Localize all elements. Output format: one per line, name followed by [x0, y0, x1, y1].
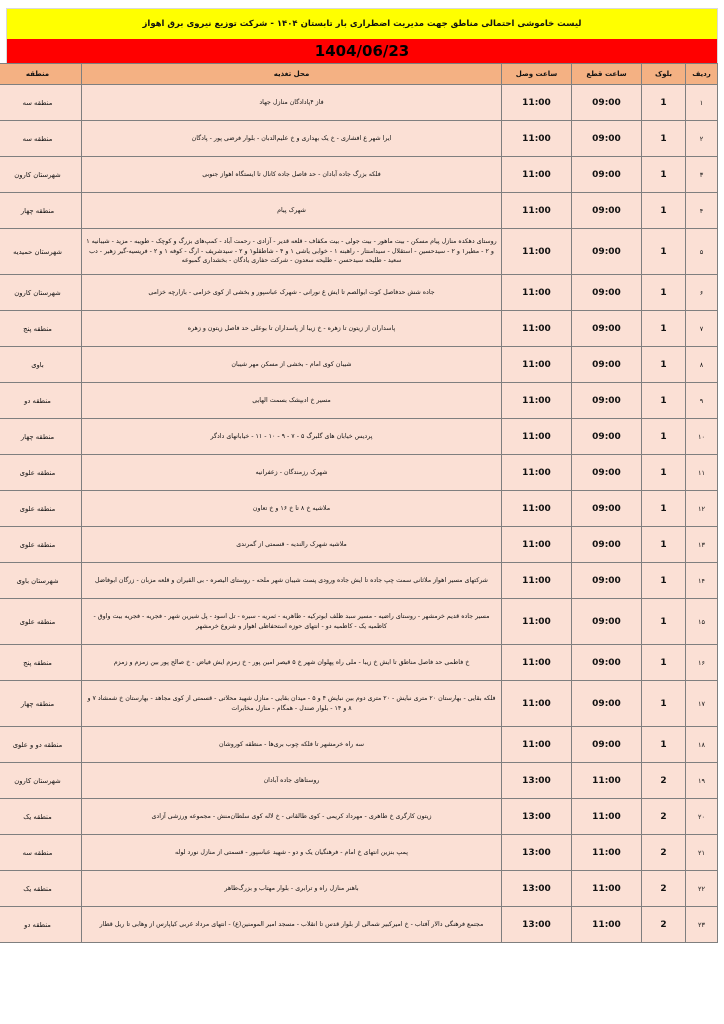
cell-block: 1 [642, 383, 686, 419]
cell-block: 1 [642, 563, 686, 599]
cell-restore-time: 13:00 [502, 835, 572, 871]
cell-restore-time: 13:00 [502, 871, 572, 907]
cell-row-number: ۲۰ [686, 799, 718, 835]
schedule-date: 1404/06/23 [314, 42, 410, 60]
cell-location: فلکه بقایی - بهارستان ۲۰ متری نبایش - ۲۰ متری دوم بین نبایش ۴ و ۵ - میدان بقایی - منازل شهید محلاتی - قسمتی از کوی مجاهد - بهارستان خ شمشاد ۷ و ۸ و ۱۴ - بلوار صندل - همگام - منازل مخابرات [82, 681, 502, 727]
cell-restore-time: 11:00 [502, 727, 572, 763]
table-row [0, 455, 718, 491]
cell-location: شهرک پیام [82, 193, 502, 229]
cell-row-number: ۱۹ [686, 763, 718, 799]
cell-region: منطقه علوی [0, 599, 82, 645]
cell-location: فلکه بزرگ جاده آبادان - حد فاصل جاده کانال تا ایستگاه اهواز جنوبی [82, 157, 502, 193]
cell-block: 1 [642, 347, 686, 383]
cell-block: 1 [642, 85, 686, 121]
cell-row-number: ۶ [686, 275, 718, 311]
cell-location: شیبان کوی امام - بخشی از مسکن مهر شیبان [82, 347, 502, 383]
cell-block: 2 [642, 871, 686, 907]
cell-restore-time: 11:00 [502, 419, 572, 455]
cell-region: شهرستان کارون [0, 275, 82, 311]
cell-location: مجتمع فرهنگی دالار آفتاب - خ امیرکبیر شمالی از بلوار قدس تا انقلاب - مسجد امیر المومنین(ع) - انتهای مرداد غربی کیاپارس از وهابی تا ریل قطار [82, 907, 502, 943]
cell-outage-time: 09:00 [572, 727, 642, 763]
cell-block: 1 [642, 157, 686, 193]
cell-outage-time: 09:00 [572, 275, 642, 311]
cell-restore-time: 13:00 [502, 763, 572, 799]
cell-restore-time: 11:00 [502, 229, 572, 275]
table-body [0, 85, 718, 943]
table-row [0, 527, 718, 563]
cell-block: 1 [642, 311, 686, 347]
cell-row-number: ۸ [686, 347, 718, 383]
cell-region: منطقه چهار [0, 419, 82, 455]
cell-region: منطقه پنج [0, 311, 82, 347]
cell-row-number: ۱۵ [686, 599, 718, 645]
column-header-region: منطقه [0, 64, 82, 85]
cell-outage-time: 09:00 [572, 193, 642, 229]
table-row [0, 871, 718, 907]
cell-row-number: ۲ [686, 121, 718, 157]
cell-region: باوی [0, 347, 82, 383]
cell-location: روستاهای جاده آبادان [82, 763, 502, 799]
table-row [0, 599, 718, 645]
cell-location: پاسداران از زیتون تا زهره - خ زیبا از پاسداران تا بوعلی حد فاصل زیتون و زهره [82, 311, 502, 347]
cell-row-number: ۱۷ [686, 681, 718, 727]
column-header-block: بلوک [642, 64, 686, 85]
cell-row-number: ۱۳ [686, 527, 718, 563]
cell-region: منطقه چهار [0, 681, 82, 727]
cell-outage-time: 09:00 [572, 455, 642, 491]
cell-block: 1 [642, 419, 686, 455]
cell-region: منطقه سه [0, 121, 82, 157]
cell-row-number: ۷ [686, 311, 718, 347]
cell-row-number: ۲۱ [686, 835, 718, 871]
title-banner [6, 8, 718, 39]
cell-location: مسیر خ ادبپشک بسمت الهایی [82, 383, 502, 419]
cell-region: شهرستان باوی [0, 563, 82, 599]
cell-row-number: ۵ [686, 229, 718, 275]
table-row [0, 347, 718, 383]
cell-location: ملاشیه شهرک رالندیه - قسمتی از گمرندی [82, 527, 502, 563]
cell-restore-time: 11:00 [502, 491, 572, 527]
table-row [0, 311, 718, 347]
table-row [0, 229, 718, 275]
cell-block: 1 [642, 121, 686, 157]
cell-outage-time: 09:00 [572, 157, 642, 193]
table-row [0, 799, 718, 835]
cell-outage-time: 09:00 [572, 491, 642, 527]
table-row [0, 763, 718, 799]
cell-location: پمپ بنزین انتهای خ امام - فرهنگیان یک و دو - شهید عباسپور - قسمتی از منازل نورد لوله [82, 835, 502, 871]
cell-region: منطقه دو [0, 907, 82, 943]
cell-restore-time: 11:00 [502, 275, 572, 311]
table-row [0, 727, 718, 763]
cell-region: منطقه دو و علوی [0, 727, 82, 763]
cell-region: منطقه علوی [0, 491, 82, 527]
cell-region: شهرستان حمیدیه [0, 229, 82, 275]
cell-region: منطقه یک [0, 799, 82, 835]
column-header-row: ردیف [686, 64, 718, 85]
cell-region: منطقه علوی [0, 527, 82, 563]
cell-outage-time: 09:00 [572, 645, 642, 681]
cell-restore-time: 11:00 [502, 599, 572, 645]
cell-outage-time: 11:00 [572, 871, 642, 907]
cell-restore-time: 11:00 [502, 645, 572, 681]
date-banner [6, 39, 718, 63]
cell-restore-time: 11:00 [502, 311, 572, 347]
cell-block: 1 [642, 681, 686, 727]
cell-region: منطقه علوی [0, 455, 82, 491]
cell-block: 2 [642, 835, 686, 871]
cell-restore-time: 13:00 [502, 799, 572, 835]
column-header-location: محل تغذیه [82, 64, 502, 85]
cell-region: شهرستان کارون [0, 157, 82, 193]
cell-outage-time: 09:00 [572, 599, 642, 645]
column-header-off: ساعت قطع [572, 64, 642, 85]
cell-restore-time: 11:00 [502, 121, 572, 157]
table-row [0, 835, 718, 871]
cell-row-number: ۱۰ [686, 419, 718, 455]
cell-restore-time: 11:00 [502, 681, 572, 727]
cell-row-number: ۲۳ [686, 907, 718, 943]
cell-block: 1 [642, 727, 686, 763]
cell-outage-time: 11:00 [572, 835, 642, 871]
cell-location: روستای دهکده منازل پیام مسکن - بیت ماهور - بیت جولی - بیت مکفاف - قلعه قدیر - آزادی - رحمت آباد - کمپ‌های بزرگ و کوچک - طویبه - مزید - شیبانیه ۱ و ۲ - مطیر۱ و ۲ - سیدحسین - استقلال - سیدامنتار - راهبنه ۱ - خوابی یاشی ۱ و ۴ - شاطقلو۱ و ۲ - سیدشریف - ارگ - کوفه ۱ و ۲ - فریسیه-گیر زهیر - دب سعید - طلیحه سیدحسن - طلیحه سعدون - شرکت حفاری یادگان - بخشداری گمبوعه [82, 229, 502, 275]
cell-region: منطقه سه [0, 835, 82, 871]
cell-row-number: ۱۴ [686, 563, 718, 599]
cell-location: جاده شش حدفاصل کوت ابوالصم تا ایش غ نورانی - شهرک عباسپور و بخشی از کوی خزامی - بازارچه خزامی [82, 275, 502, 311]
cell-region: منطقه چهار [0, 193, 82, 229]
cell-outage-time: 09:00 [572, 419, 642, 455]
page-title: لیست خاموشی احتمالی مناطق جهت مدیریت اضطراری بار تابستان ۱۴۰۴ - شرکت توزیع نیروی برق اهواز [142, 19, 582, 29]
cell-restore-time: 13:00 [502, 907, 572, 943]
cell-region: منطقه یک [0, 871, 82, 907]
cell-block: 2 [642, 799, 686, 835]
cell-location: باهنر منازل راه و ترابری - بلوار مهتاب و بزرگ‌طاهر [82, 871, 502, 907]
cell-row-number: ۳ [686, 157, 718, 193]
cell-region: شهرستان کارون [0, 763, 82, 799]
table-row [0, 193, 718, 229]
cell-row-number: ۱۲ [686, 491, 718, 527]
cell-row-number: ۱۱ [686, 455, 718, 491]
cell-location: پردیس خیابان های گلبرگ ۵ - ۷ - ۹ - ۱۰ - ۱۱ - خیابانهای دادگر [82, 419, 502, 455]
cell-row-number: ۲۲ [686, 871, 718, 907]
cell-row-number: ۴ [686, 193, 718, 229]
table-row [0, 563, 718, 599]
table-row [0, 681, 718, 727]
cell-row-number: ۱۸ [686, 727, 718, 763]
table-row [0, 907, 718, 943]
cell-location: سه راه خرمشهر تا فلکه چوب بری‌ها - منطقه کوروشان [82, 727, 502, 763]
cell-restore-time: 11:00 [502, 383, 572, 419]
cell-location: ملاشیه خ ۸ تا خ ۱۶ و خ تعاون [82, 491, 502, 527]
cell-outage-time: 11:00 [572, 799, 642, 835]
cell-region: منطقه پنج [0, 645, 82, 681]
table-row [0, 645, 718, 681]
cell-location: خ فاطمی حد فاصل مناطق تا ایش خ زیبا - ملی راه پهلوان شهر خ ۵ قیصر امین پور - خ زمزم ایش فیاض - خ صالح پور بین زمزم و زمزم [82, 645, 502, 681]
table-row [0, 419, 718, 455]
cell-restore-time: 11:00 [502, 157, 572, 193]
cell-outage-time: 09:00 [572, 563, 642, 599]
cell-location: فاز ۴پادادگان منازل جهاد [82, 85, 502, 121]
cell-location: مسیر جاده قدیم خرمشهر - روستای راضیه - مسیر سبد ظلف ابوترکیه - طاهریه - ثمریه - سیره - تل اسود - پل شیرین شهر - فجریه - فجریه بیت واوق - کاظمیه یک - کاظمیه دو - انتهای حوزه استحفاظی اهواز و شروع خرمشهر [82, 599, 502, 645]
cell-block: 1 [642, 229, 686, 275]
cell-block: 2 [642, 763, 686, 799]
cell-restore-time: 11:00 [502, 193, 572, 229]
cell-location: شرکتهای مسیر اهواز ملاثانی سمت چپ جاده تا ایش جاده ورودی پست شیبان شهر ملحه - روستای الیصره - بی القیران و قلعه مزبان - زرگان ابوفاضل [82, 563, 502, 599]
cell-outage-time: 09:00 [572, 121, 642, 157]
cell-location: شهرک رزمندگان - زعفرانیه [82, 455, 502, 491]
cell-outage-time: 09:00 [572, 311, 642, 347]
cell-region: منطقه دو [0, 383, 82, 419]
column-header-on: ساعت وصل [502, 64, 572, 85]
cell-outage-time: 11:00 [572, 763, 642, 799]
cell-location: زیتون کارگری خ طاهری - مهرداد کریمی - کوی طالقانی - خ لاله کوی سلطان‌منش - مجموعه ورزشی آزادی [82, 799, 502, 835]
table-row [0, 383, 718, 419]
cell-outage-time: 09:00 [572, 383, 642, 419]
cell-block: 1 [642, 455, 686, 491]
cell-location: ایرا شهر ع افشاری - خ یک بهداری و خ علیم‌الدبان - بلوار فرضی پور - پادگان [82, 121, 502, 157]
cell-outage-time: 09:00 [572, 681, 642, 727]
table-row [0, 491, 718, 527]
cell-block: 1 [642, 599, 686, 645]
cell-restore-time: 11:00 [502, 563, 572, 599]
cell-region: منطقه سه [0, 85, 82, 121]
table-row [0, 275, 718, 311]
outage-table [0, 63, 718, 943]
cell-row-number: ۹ [686, 383, 718, 419]
cell-block: 1 [642, 645, 686, 681]
table-row [0, 121, 718, 157]
table-row [0, 85, 718, 121]
cell-row-number: ۱۶ [686, 645, 718, 681]
cell-block: 1 [642, 527, 686, 563]
cell-outage-time: 09:00 [572, 347, 642, 383]
cell-block: 1 [642, 491, 686, 527]
cell-outage-time: 09:00 [572, 85, 642, 121]
cell-outage-time: 11:00 [572, 907, 642, 943]
cell-outage-time: 09:00 [572, 527, 642, 563]
cell-block: 2 [642, 907, 686, 943]
cell-outage-time: 09:00 [572, 229, 642, 275]
cell-restore-time: 11:00 [502, 527, 572, 563]
header-row [0, 64, 718, 85]
cell-restore-time: 11:00 [502, 455, 572, 491]
table-header [0, 64, 718, 85]
cell-restore-time: 11:00 [502, 85, 572, 121]
cell-block: 1 [642, 193, 686, 229]
cell-block: 1 [642, 275, 686, 311]
table-row [0, 157, 718, 193]
cell-restore-time: 11:00 [502, 347, 572, 383]
cell-row-number: ۱ [686, 85, 718, 121]
